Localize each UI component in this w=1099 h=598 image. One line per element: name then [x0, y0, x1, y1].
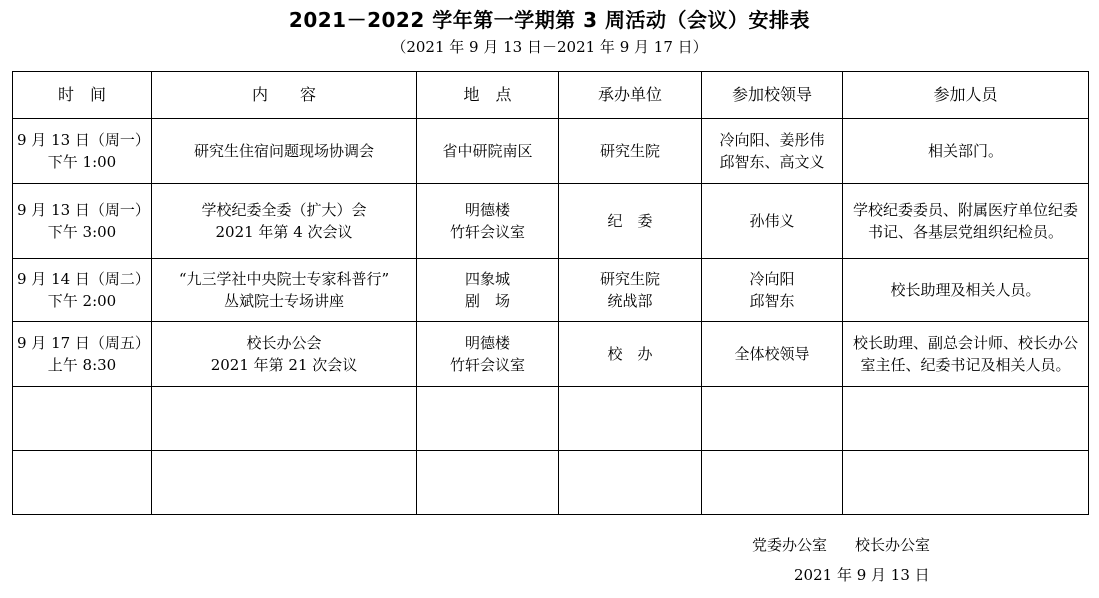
- cell-time: [13, 322, 152, 387]
- cell-time-date: 9 月 14 日（周二）: [17, 270, 150, 288]
- cell-location: [417, 184, 559, 259]
- cell-location: [417, 119, 559, 184]
- cell-attendees-text: 学校纪委委员、附属医疗单位纪委书记、各基层党组织纪检员。: [852, 201, 1078, 241]
- empty-cell: [13, 451, 152, 515]
- cell-content-line: 丛斌院士专场讲座: [223, 292, 344, 310]
- empty-cell: [417, 451, 559, 515]
- cell-attendees-text: 校长助理及相关人员。: [890, 281, 1041, 299]
- cell-content: [152, 184, 417, 259]
- cell-content-line: 2021 年第 4 次会议: [215, 223, 353, 241]
- header-location: 地 点: [417, 72, 559, 119]
- cell-content-line: “九三学社中央院士专家科普行”: [178, 270, 390, 288]
- cell-time-hour: 下午 2:00: [47, 292, 117, 310]
- cell-time-date: 9 月 17 日（周五）: [17, 334, 150, 352]
- cell-attendees: [843, 322, 1089, 387]
- cell-content-line: 研究生住宿问题现场协调会: [193, 142, 374, 160]
- cell-location: [417, 322, 559, 387]
- cell-attendees-text: 相关部门。: [927, 142, 1003, 160]
- table-row: [13, 119, 1089, 184]
- cell-location-line: 省中研院南区: [442, 142, 533, 160]
- cell-location-line: 竹轩会议室: [449, 356, 525, 374]
- issue-date: 2021 年 9 月 13 日: [794, 566, 930, 584]
- header-content: 内 容: [152, 72, 417, 119]
- cell-leaders-line: 邱智东、高文义: [719, 153, 825, 171]
- cell-content-line: 学校纪委全委（扩大）会: [201, 201, 367, 219]
- cell-location-line: 竹轩会议室: [449, 223, 525, 241]
- empty-cell: [843, 387, 1089, 451]
- cell-content: [152, 259, 417, 322]
- table-row: [13, 322, 1089, 387]
- cell-attendees-text: 校长助理、副总会计师、校长办公室主任、纪委书记及相关人员。: [852, 334, 1078, 374]
- issuing-office-party: 党委办公室: [752, 536, 828, 554]
- cell-content: [152, 119, 417, 184]
- cell-leaders-line: 冷向阳: [749, 270, 795, 288]
- cell-attendees: [843, 184, 1089, 259]
- cell-location-line: 明德楼: [464, 334, 510, 352]
- empty-cell: [152, 451, 417, 515]
- cell-location-line: 明德楼: [464, 201, 510, 219]
- header-time: 时 间: [13, 72, 152, 119]
- cell-organizer: [559, 322, 702, 387]
- table-header-row: [13, 72, 1089, 119]
- cell-leaders: [702, 259, 843, 322]
- cell-attendees: [843, 259, 1089, 322]
- table-row: [13, 184, 1089, 259]
- cell-time-hour: 下午 1:00: [47, 153, 117, 171]
- empty-cell: [559, 451, 702, 515]
- cell-time: [13, 119, 152, 184]
- empty-table-row: [13, 451, 1089, 515]
- empty-cell: [13, 387, 152, 451]
- cell-time-date: 9 月 13 日（周一）: [17, 131, 150, 149]
- table-row: [13, 259, 1089, 322]
- cell-time: [13, 259, 152, 322]
- page-title: 2021－2022 学年第一学期第 3 周活动（会议）安排表: [288, 8, 811, 32]
- cell-organizer-line: 研究生院: [599, 142, 660, 160]
- cell-time-hour: 上午 8:30: [47, 356, 117, 374]
- cell-organizer-line: 纪 委: [607, 212, 653, 230]
- cell-leaders: [702, 184, 843, 259]
- header-organizer: 承办单位: [559, 72, 702, 119]
- issuing-office-president: 校长办公室: [855, 536, 931, 554]
- cell-leaders-line: 冷向阳、姜彤伟: [719, 131, 825, 149]
- cell-content: [152, 322, 417, 387]
- cell-leaders-line: 邱智东: [749, 292, 795, 310]
- schedule-table: [12, 71, 1089, 515]
- cell-leaders: [702, 119, 843, 184]
- cell-location-line: 四象城: [464, 270, 510, 288]
- cell-organizer-line: 研究生院: [599, 270, 660, 288]
- empty-table-row: [13, 387, 1089, 451]
- cell-organizer: [559, 119, 702, 184]
- cell-content-line: 2021 年第 21 次会议: [210, 356, 358, 374]
- empty-cell: [559, 387, 702, 451]
- header-attendees: 参加人员: [843, 72, 1089, 119]
- cell-leaders-line: 孙伟义: [749, 212, 795, 230]
- cell-time: [13, 184, 152, 259]
- date-range-subtitle: （2021 年 9 月 13 日－2021 年 9 月 17 日）: [391, 38, 708, 56]
- cell-leaders: [702, 322, 843, 387]
- cell-organizer-line: 校 办: [607, 345, 653, 363]
- cell-organizer-line: 统战部: [607, 292, 653, 310]
- cell-organizer: [559, 259, 702, 322]
- cell-time-date: 9 月 13 日（周一）: [17, 201, 150, 219]
- cell-time-hour: 下午 3:00: [47, 223, 117, 241]
- cell-location-line: 剧 场: [464, 292, 510, 310]
- cell-content-line: 校长办公会: [246, 334, 322, 352]
- cell-attendees: [843, 119, 1089, 184]
- empty-cell: [843, 451, 1089, 515]
- cell-leaders-line: 全体校领导: [734, 345, 810, 363]
- empty-cell: [702, 451, 843, 515]
- issuing-offices: [752, 534, 930, 555]
- empty-cell: [152, 387, 417, 451]
- empty-cell: [417, 387, 559, 451]
- cell-location: [417, 259, 559, 322]
- header-leaders: 参加校领导: [702, 72, 843, 119]
- empty-cell: [702, 387, 843, 451]
- cell-organizer: [559, 184, 702, 259]
